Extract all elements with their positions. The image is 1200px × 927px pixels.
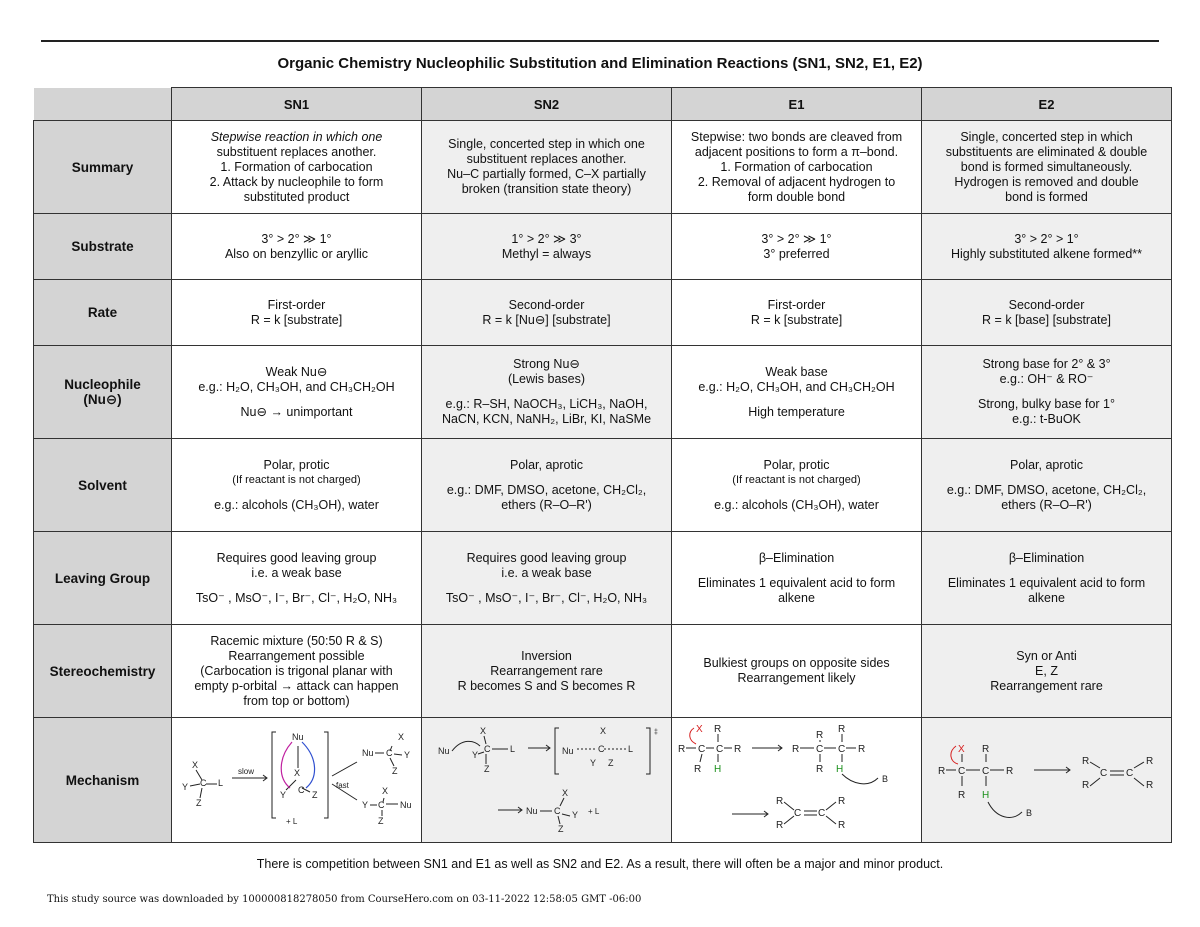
cell-solvent-e1 <box>672 439 922 532</box>
text-line: R becomes S and S becomes R <box>457 678 636 693</box>
text-line: Eliminates 1 equivalent acid to form <box>697 575 896 590</box>
text-line: Polar, aprotic <box>510 457 583 472</box>
spacer <box>427 581 666 591</box>
atom-label: H <box>982 790 990 801</box>
cell-stereo-e1 <box>672 625 922 718</box>
column-header-sn1: SN1 <box>172 88 422 121</box>
atom-label: L <box>218 778 224 788</box>
atom-label: C <box>554 806 561 816</box>
row-label-leaving-group: Leaving Group <box>34 532 172 625</box>
cell-mechanism-sn1 <box>172 718 422 843</box>
atom-label: C <box>298 785 305 795</box>
text-line: TsO⁻ , MsO⁻, I⁻, Br⁻, Cl⁻, H₂O, NH₃ <box>195 590 398 605</box>
sn1-attack-arrow-top <box>281 742 292 788</box>
byproduct-label: + L <box>588 807 600 816</box>
cell-nucleophile-e2 <box>922 346 1172 439</box>
atom-label: X <box>398 732 405 742</box>
cell-nucleophile-sn1 <box>172 346 422 439</box>
atom-label: R <box>816 764 824 775</box>
text-line: (If reactant is not charged) <box>732 473 861 486</box>
atom-label: R <box>1082 780 1090 791</box>
cell-nucleophile-sn2 <box>422 346 672 439</box>
step-label: slow <box>238 767 255 776</box>
atom-label: C <box>818 808 826 819</box>
atom-label: Y <box>182 782 189 792</box>
text-line: ethers (R–O–R') <box>1001 497 1092 512</box>
text-line: broken (transition state theory) <box>461 182 632 196</box>
cell-summary-e2 <box>922 121 1172 214</box>
text-line: Nu–C partially formed, C–X partially <box>447 167 646 181</box>
row-substrate <box>34 214 1172 280</box>
atom-label: R <box>816 730 824 741</box>
text-line: Nucleophile <box>64 377 141 392</box>
atom-label: Z <box>196 798 202 808</box>
text-line: (Nu⊖) <box>83 392 122 407</box>
text-line: Methyl = always <box>501 246 592 261</box>
text-line: bond is formed <box>1005 189 1088 204</box>
cell-stereo-e2 <box>922 625 1172 718</box>
cell-summary-sn2 <box>422 121 672 214</box>
cell-mechanism-sn2 <box>422 718 672 843</box>
cell-solvent-sn2 <box>422 439 672 532</box>
text-line: Also on benzyllic or aryllic <box>224 246 369 261</box>
sn2-reactant-bonds <box>478 736 508 764</box>
cell-rate-sn2 <box>422 280 672 346</box>
text-line: Strong Nu⊖ <box>513 357 580 371</box>
atom-label: C <box>386 748 393 758</box>
cell-nucleophile-e1 <box>672 346 922 439</box>
text-line: 1° > 2° ≫ 3° <box>511 231 582 246</box>
atom-label: R <box>776 796 784 807</box>
atom-label: X <box>294 768 301 778</box>
atom-label: B <box>882 774 889 784</box>
atom-label: R <box>958 790 966 801</box>
atom-label: L <box>628 744 634 754</box>
text-line: substituents are eliminated & double <box>945 144 1148 159</box>
charge-label: ‡ <box>654 729 658 736</box>
row-label-summary: Summary <box>34 121 172 214</box>
cell-substrate-sn1 <box>172 214 422 280</box>
atom-label: R <box>838 724 846 735</box>
spacer <box>427 473 666 483</box>
atom-label: Y <box>280 790 287 800</box>
text-line: (Carbocation is trigonal planar with <box>200 663 393 678</box>
text-line: e.g.: DMF, DMSO, acetone, CH₂Cl₂, <box>946 482 1147 497</box>
text-line: Highly substituted alkene formed** <box>950 246 1143 261</box>
atom-label: Y <box>362 800 369 810</box>
text-line: Eliminates 1 equivalent acid to form <box>947 575 1146 590</box>
atom-label: Nu <box>400 800 412 810</box>
text-line: Stepwise reaction in which one <box>210 129 383 144</box>
text-line: Nu⊖ → unimportant <box>240 404 353 419</box>
text-line: bond is formed simultaneously. <box>960 159 1133 174</box>
text-line: High temperature <box>748 404 845 419</box>
cell-leaving-sn2 <box>422 532 672 625</box>
text-line: NaCN, KCN, NaNH₂, LiBr, KI, NaSMe <box>441 412 652 426</box>
row-label-nucleophile <box>34 346 172 439</box>
e1-mechanism-diagram <box>672 718 921 838</box>
atom-label: X <box>192 760 199 770</box>
column-header-e1: E1 <box>672 88 922 121</box>
cell-solvent-e2 <box>922 439 1172 532</box>
text-line: 3° > 2° > 1° <box>1014 231 1079 246</box>
text-line: Strong base for 2° & 3° <box>982 357 1111 371</box>
atom-label: R <box>792 744 800 755</box>
atom-label: R <box>1146 756 1154 767</box>
atom-label: R <box>776 820 784 831</box>
text-line: 1. Formation of carbocation <box>720 159 873 174</box>
text-line: i.e. a weak base <box>501 565 592 580</box>
text-line: e.g.: DMF, DMSO, acetone, CH₂Cl₂, <box>446 482 647 497</box>
spacer <box>927 387 1166 397</box>
cell-substrate-e1 <box>672 214 922 280</box>
spacer <box>427 387 666 397</box>
text-line: β–Elimination <box>1008 550 1085 565</box>
text-line: Polar, protic <box>763 457 830 472</box>
text-line: Single, concerted step in which <box>960 129 1133 144</box>
e1-base-arrow <box>842 774 878 784</box>
cell-stereo-sn2 <box>422 625 672 718</box>
text-line: e.g.: alcohols (CH₃OH), water <box>214 497 379 512</box>
spacer <box>177 395 416 405</box>
atom-label: Z <box>558 824 564 834</box>
atom-label: Y <box>590 758 597 768</box>
text-line: Polar, protic <box>263 457 330 472</box>
atom-label: H <box>714 764 722 775</box>
atom-label: R <box>838 796 846 807</box>
atom-label: R <box>982 744 990 755</box>
text-line: Single, concerted step in which one <box>448 137 645 151</box>
text-line: R = k [substrate] <box>250 312 343 327</box>
cell-summary-sn1 <box>172 121 422 214</box>
step-label: fast <box>336 781 349 790</box>
text-line: substituent replaces another. <box>216 144 377 159</box>
text-line: e.g.: alcohols (CH₃OH), water <box>714 497 879 512</box>
text-line: β–Elimination <box>758 550 835 565</box>
atom-label: Nu <box>292 732 304 742</box>
atom-label: C <box>200 778 207 788</box>
text-line: Inversion <box>521 648 572 663</box>
page-title: Organic Chemistry Nucleophilic Substitution and Elimination Reactions (SN1, SN2, E1, E2) <box>277 55 923 72</box>
row-mechanism <box>34 718 1172 843</box>
atom-label: C <box>1126 768 1134 779</box>
text-line: Weak Nu⊖ <box>265 364 328 379</box>
text-line: Second-order <box>1008 297 1085 312</box>
atom-label: X <box>382 786 389 796</box>
atom-label: H <box>836 764 844 775</box>
row-summary <box>34 121 1172 214</box>
reaction-table <box>33 87 1172 843</box>
text-line: adjacent positions to form a π–bond. <box>694 144 899 159</box>
text-line: alkene <box>1028 590 1065 605</box>
atom-label: C <box>716 744 724 755</box>
atom-label: R <box>714 724 722 735</box>
atom-label: R <box>838 820 846 831</box>
text-line: First-order <box>267 297 326 312</box>
atom-label: R <box>938 766 946 777</box>
text-line: Strong, bulky base for 1° <box>977 397 1116 411</box>
header-row <box>34 88 1172 121</box>
e2-leaving-arrow <box>951 746 958 764</box>
text-line: 3° preferred <box>763 246 830 261</box>
text-line: e.g.: OH⁻ & RO⁻ <box>999 372 1094 386</box>
text-line: e.g.: R–SH, NaOCH₃, LiCH₃, NaOH, <box>445 397 648 411</box>
text-line: Polar, aprotic <box>1010 457 1083 472</box>
atom-label: R <box>1146 780 1154 791</box>
cell-rate-e2 <box>922 280 1172 346</box>
e1-cation-bonds <box>800 734 856 762</box>
atom-label: Y <box>404 750 411 760</box>
row-label-solvent: Solvent <box>34 439 172 532</box>
row-stereochemistry <box>34 625 1172 718</box>
text-line: R = k [Nu⊖] [substrate] <box>482 312 611 327</box>
e1-reactant-bonds <box>686 734 732 762</box>
atom-label: B <box>1026 808 1033 818</box>
atom-label: C <box>378 800 385 810</box>
sn2-mechanism-diagram <box>422 718 671 838</box>
cell-mechanism-e2 <box>922 718 1172 843</box>
row-nucleophile <box>34 346 1172 439</box>
atom-label: C <box>698 744 706 755</box>
text-line: Bulkiest groups on opposite sides <box>703 656 890 670</box>
text-line: Stepwise: two bonds are cleaved from <box>690 129 903 144</box>
text-line: Requires good leaving group <box>466 550 627 565</box>
column-header-sn2: SN2 <box>422 88 672 121</box>
atom-label: Z <box>608 758 614 768</box>
text-line: 2. Attack by nucleophile to form <box>209 174 384 189</box>
text-line: R = k [substrate] <box>750 312 843 327</box>
text-line: R = k [base] [substrate] <box>982 312 1111 327</box>
atom-label: C <box>794 808 802 819</box>
cell-substrate-sn2 <box>422 214 672 280</box>
text-line: ethers (R–O–R') <box>501 497 592 512</box>
text-line: Rearrangement rare <box>990 678 1103 693</box>
text-line: TsO⁻ , MsO⁻, I⁻, Br⁻, Cl⁻, H₂O, NH₃ <box>445 590 648 605</box>
e2-mechanism-diagram <box>922 718 1171 838</box>
atom-label: R <box>1082 756 1090 767</box>
atom-label: X <box>958 744 965 755</box>
atom-label: C <box>838 744 846 755</box>
text-line: alkene <box>778 590 815 605</box>
atom-label: Y <box>572 810 579 820</box>
spacer <box>177 581 416 591</box>
atom-label: Nu <box>562 746 574 756</box>
cell-mechanism-e1 <box>672 718 922 843</box>
text-line: Weak base <box>765 364 828 379</box>
atom-label: R <box>678 744 686 755</box>
atom-label: Z <box>378 816 384 826</box>
atom-label: Z <box>312 790 318 800</box>
text-line: e.g.: H₂O, CH₃OH, and CH₃CH₂OH <box>198 379 395 394</box>
cell-leaving-e2 <box>922 532 1172 625</box>
atom-label: R <box>734 744 742 755</box>
text-line: E, Z <box>1035 663 1058 678</box>
cell-stereo-sn1 <box>172 625 422 718</box>
atom-label: Z <box>392 766 398 776</box>
spacer <box>677 566 916 576</box>
atom-label: Z <box>484 764 490 774</box>
text-line: e.g.: H₂O, CH₃OH, and CH₃CH₂OH <box>698 379 895 394</box>
cell-leaving-e1 <box>672 532 922 625</box>
row-label-stereochemistry: Stereochemistry <box>34 625 172 718</box>
text-line: Syn or Anti <box>1016 648 1077 663</box>
row-rate <box>34 280 1172 346</box>
text-line: empty p-orbital → attack can happen <box>194 678 399 693</box>
corner-cell <box>34 88 172 121</box>
atom-label: X <box>480 726 487 736</box>
row-label-substrate: Substrate <box>34 214 172 280</box>
spacer <box>677 395 916 405</box>
row-label-rate: Rate <box>34 280 172 346</box>
row-label-mechanism: Mechanism <box>34 718 172 843</box>
atom-label: C <box>982 766 990 777</box>
text-line: First-order <box>767 297 826 312</box>
column-header-e2: E2 <box>922 88 1172 121</box>
competition-note: There is competition between SN1 and E1 as well as SN2 and E2. As a result, there will often be a major and minor product. <box>256 857 944 871</box>
spacer <box>177 488 416 498</box>
text-line: Rearrangement likely <box>737 671 856 685</box>
text-line: Racemic mixture (50:50 R & S) <box>210 633 383 648</box>
text-line: 1. Formation of carbocation <box>220 159 373 174</box>
atom-label: X <box>600 726 607 736</box>
byproduct-label: + L <box>286 817 298 826</box>
row-solvent <box>34 439 1172 532</box>
atom-label: C <box>816 744 824 755</box>
cell-leaving-sn1 <box>172 532 422 625</box>
atom-label: R <box>858 744 866 755</box>
text-line: from top or bottom) <box>243 693 350 708</box>
top-rule <box>41 40 1159 42</box>
sn1-arrow-top <box>332 762 357 776</box>
e2-base-arrow <box>988 802 1022 817</box>
spacer <box>927 473 1166 483</box>
text-line: Rearrangement possible <box>228 648 365 663</box>
text-line: e.g.: t-BuOK <box>1012 412 1081 426</box>
sn1-attack-arrow-bottom <box>302 742 315 788</box>
text-line: (Lewis bases) <box>507 372 586 386</box>
text-line: substituent replaces another. <box>466 152 627 166</box>
atom-label: X <box>562 788 569 798</box>
cell-rate-e1 <box>672 280 922 346</box>
spacer <box>927 566 1166 576</box>
text-line: Rearrangement rare <box>490 663 603 678</box>
atom-label: R <box>1006 766 1014 777</box>
atom-label: X <box>696 724 703 735</box>
sn1-mechanism-diagram <box>172 718 421 838</box>
text-line: substituted product <box>243 189 350 204</box>
e2-alkene-bonds <box>1090 762 1144 786</box>
row-leaving-group <box>34 532 1172 625</box>
atom-label: C <box>484 744 491 754</box>
spacer <box>677 488 916 498</box>
atom-label: Nu <box>362 748 374 758</box>
text-line: Second-order <box>508 297 585 312</box>
text-line: form double bond <box>747 189 846 204</box>
cell-solvent-sn1 <box>172 439 422 532</box>
atom-label: Nu <box>438 746 450 756</box>
text-line: 3° > 2° ≫ 1° <box>761 231 832 246</box>
text-line: 2. Removal of adjacent hydrogen to <box>697 174 896 189</box>
source-attribution: This study source was downloaded by 100000818278050 from CourseHero.com on 03-11-2022 12:58:05 GMT -06:00 <box>47 894 642 905</box>
atom-label: R <box>694 764 702 775</box>
text-line: 3° > 2° ≫ 1° <box>261 231 332 246</box>
atom-label: L <box>510 744 516 754</box>
atom-label: Y <box>472 750 479 760</box>
text-line: Requires good leaving group <box>216 550 377 565</box>
atom-label: C <box>598 744 605 754</box>
atom-label: C <box>958 766 966 777</box>
e1-alkene-bonds <box>784 802 836 824</box>
cell-rate-sn1 <box>172 280 422 346</box>
text-line: (If reactant is not charged) <box>232 473 361 486</box>
cell-substrate-e2 <box>922 214 1172 280</box>
atom-label: Nu <box>526 806 538 816</box>
atom-label: C <box>1100 768 1108 779</box>
e2-reactant-bonds <box>946 754 1004 786</box>
text-line: Hydrogen is removed and double <box>954 174 1139 189</box>
cell-summary-e1 <box>672 121 922 214</box>
text-line: i.e. a weak base <box>251 565 342 580</box>
